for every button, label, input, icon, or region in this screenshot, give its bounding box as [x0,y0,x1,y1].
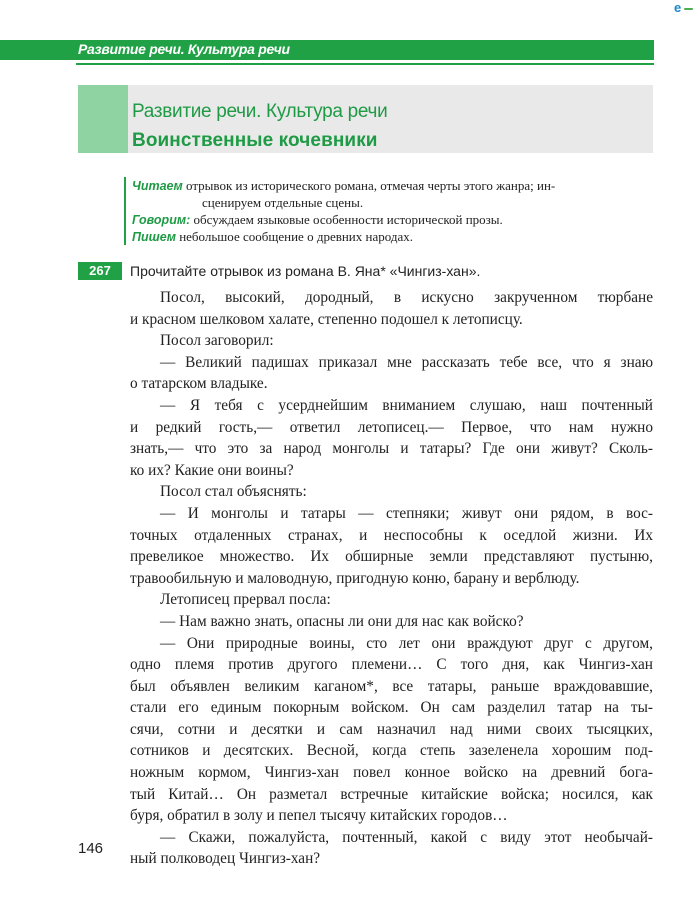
text-line: был объявлен великим каганом*, все татары, раньше враждовавшие, [130,677,653,695]
text-line: Посол заговорил: [160,332,274,350]
text-line: — Нам важно знать, опасны ли они для нас как войско? [160,612,524,630]
objective-text: обсуждаем языковые особенности исторической прозы. [193,212,503,227]
objective-key: Пишем [132,230,176,244]
exercise-number: 267 [78,262,122,280]
text-line: знать,— что это за народ монголы и татары? Где они живут? Сколь- [130,440,653,458]
exercise-task: Прочитайте отрывок из романа В. Яна* «Чингиз-хан». [130,263,481,279]
text-line: и редкий гость,— ответил летописец.— Первое, что нам нужно [130,418,653,436]
title-marker [78,85,128,153]
objective-key: Говорим: [132,213,191,227]
text-line: сячи, сотни и десятки и сам назначил над ними своих тысяцких, [130,720,653,738]
objective-read [132,177,662,194]
text-line: Посол стал объяснять: [160,483,307,501]
section-label: Развитие речи. Культура речи [132,101,388,122]
lesson-title: Воинственные кочевники [132,130,378,151]
text-line: травообильную и маловодную, пригодную коню, барану и верблюду. [130,569,580,587]
text-line: — Я тебя с усерднейшим вниманием слушаю, наш почтенный [160,396,653,414]
novel-excerpt [130,287,653,870]
objective-text: небольшое сообщение о древних народах. [179,229,413,244]
page-number: 146 [78,840,104,857]
objective-write [132,228,662,245]
text-line: стали его единым покорным войском. Он сам разделил татар на ты- [130,699,653,717]
text-line: — Они природные воины, сто лет они враждуют друг с другом, [160,634,653,652]
text-line: ножным кормом, Чингиз-хан повел конное войско на древний бога- [130,764,653,782]
text-line: ный полководец Чингиз-хан? [130,850,321,868]
publisher-logo-icon: e [674,3,694,15]
title-block [78,85,653,153]
text-line: одно племя против другого племени… С того дня, как Чингиз-хан [130,656,653,674]
text-line: ко их? Какие они воины? [130,461,294,479]
objective-text: отрывок из исторического романа, отмечая черты этого жанра; ин- [186,178,556,193]
objective-speak [132,211,662,228]
text-line: буря, обратил в золу и пепел тысячу китайских городов… [130,807,508,825]
running-header-text: Развитие речи. Культура речи [78,41,290,57]
text-line: — Великий падишах приказал мне рассказать тебе все, что я знаю [160,353,653,371]
text-line: тый Китай… Он разметал встречные китайские войска; носился, как [130,785,653,803]
text-line: точных отдаленных странах, и неспособны к оседлой жизни. Их [130,526,653,544]
header-rule [76,63,654,65]
text-line: Летописец прервал посла: [160,591,331,609]
objective-key: Читаем [132,179,183,193]
text-line: превеликое множество. Их обширные земли представляют пустыню, [130,548,653,566]
text-line: — Скажи, пожалуйста, почтенный, какой с виду этот необычай- [160,828,653,846]
running-header [0,40,654,60]
text-line: сотников и десятских. Весной, когда степь зазеленела хорошим под- [130,742,653,760]
text-line: о татарском владыке. [130,375,268,393]
text-line: — И монголы и татары — степняки; живут они рядом, в вос- [160,504,653,522]
lesson-objectives [124,177,662,245]
objective-text-continued: сценируем отдельные сцены. [202,195,364,210]
text-line: и красном шелковом халате, степенно подошел к летописцу. [130,310,523,328]
text-line: Посол, высокий, дородный, в искусно закрученном тюрбане [160,289,653,306]
